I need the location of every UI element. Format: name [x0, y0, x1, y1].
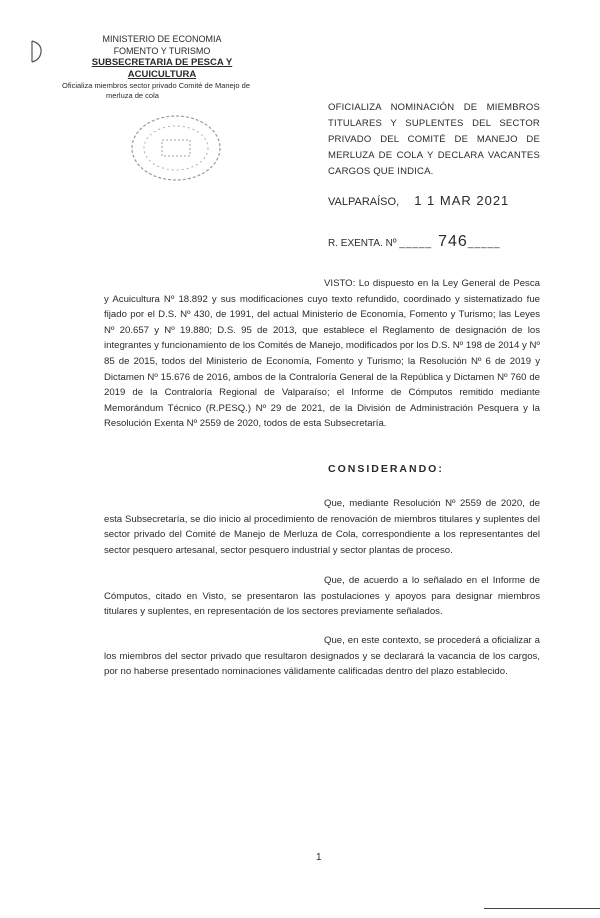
date-stamp: 1 1 MAR 2021 — [414, 193, 510, 208]
footer-rule — [484, 908, 600, 909]
place-date — [328, 193, 509, 208]
underline-right: _____ — [467, 238, 501, 249]
resolution-number — [328, 233, 501, 251]
resolution-value: 746 — [438, 233, 468, 250]
considerando-text-1: Que, mediante Resolución Nº 2559 de 2020, de esta Subsecretaría, se dio inicio al procedimiento de renovación de miembros titulares y suplentes del sector privado del Comité de Manejo de Merluza de Cola, correspondiente a los representantes del sector pesquero artesanal, sector pesquero industrial y sector plantas de proceso. — [104, 498, 540, 556]
resolution-matter: OFICIALIZA NOMINACIÓN DE MIEMBROS TITULARES Y SUPLENTES DEL SECTOR PRIVADO DEL COMITÉ DE MANEJO DE MERLUZA DE COLA Y DECLARA VACANTES CARGOS QUE INDICA. — [328, 102, 540, 177]
header-note-2: merluza de cola — [106, 91, 159, 100]
letterhead — [62, 33, 262, 101]
corner-mark-icon — [30, 40, 44, 64]
considerando-text-3: Que, en este contexto, se procederá a oficializar a los miembros del sector privado que resultaron designados y se declarará la vacancia de los cargos, por no haberse presentado nominaciones válidamente calificadas dentro del plazo establecido. — [104, 635, 540, 678]
subsecretaria-name: SUBSECRETARIA DE PESCA Y ACUICULTURA — [91, 57, 233, 80]
visto-paragraph — [104, 276, 540, 432]
header-note-1: Oficializa miembros sector privado Comité de Manejo de — [62, 81, 250, 90]
considerando-paragraph-2 — [104, 573, 540, 620]
official-stamp-icon — [128, 112, 224, 184]
underline-left: _____ — [399, 238, 433, 249]
ministry-name-2: FOMENTO Y TURISMO — [113, 46, 211, 56]
visto-text: VISTO: Lo dispuesto en la Ley General de Pesca y Acuicultura Nº 18.892 y sus modificaciones cuyo texto refundido, coordinado y sistematizado fue fijado por el D.S. Nº 430, de 1991, del actual Ministerio de Economía, Fomento y Turismo; las Leyes Nº 20.657 y Nº 19.880; D.S. 95 de 2013, que establece el Reglamento de designación de los integrantes y funcionamiento de los Comités de Manejo, modificados por los D.S. Nº 198 de 2014 y Nº 85 de 2015, todos del Ministerio de Economía, Fomento y Turismo; la Resolución Nº 6 de 2019 y Dictamen Nº 15.676 de 2016, ambos de la Contraloría General de la República y Dictamen Nº 760 de 2019 de la Contraloría Regional de Valparaíso; el Informe de Cómputos remitido mediante Memorándum Técnico (R.PESQ.) Nº 29 de 2021, de la División de Administración Pesquera y la Resolución Exenta Nº 2559 de 2020, todos de esta Subsecretaría. — [104, 278, 540, 430]
considerando-title: CONSIDERANDO: — [328, 463, 444, 475]
considerando-paragraph-3 — [104, 633, 540, 680]
page-number: 1 — [316, 852, 322, 863]
considerando-text-2: Que, de acuerdo a lo señalado en el Informe de Cómputos, citado en Visto, se presentaron las postulaciones y apoyos para designar miembros titulares y suplentes, en representación de los sectores previamente señalados. — [104, 575, 540, 618]
resolution-label: R. EXENTA. Nº — [328, 238, 397, 249]
ministry-name: MINISTERIO DE ECONOMIA — [102, 34, 222, 44]
considerando-paragraph-1 — [104, 496, 540, 558]
place: VALPARAÍSO, — [328, 196, 400, 208]
